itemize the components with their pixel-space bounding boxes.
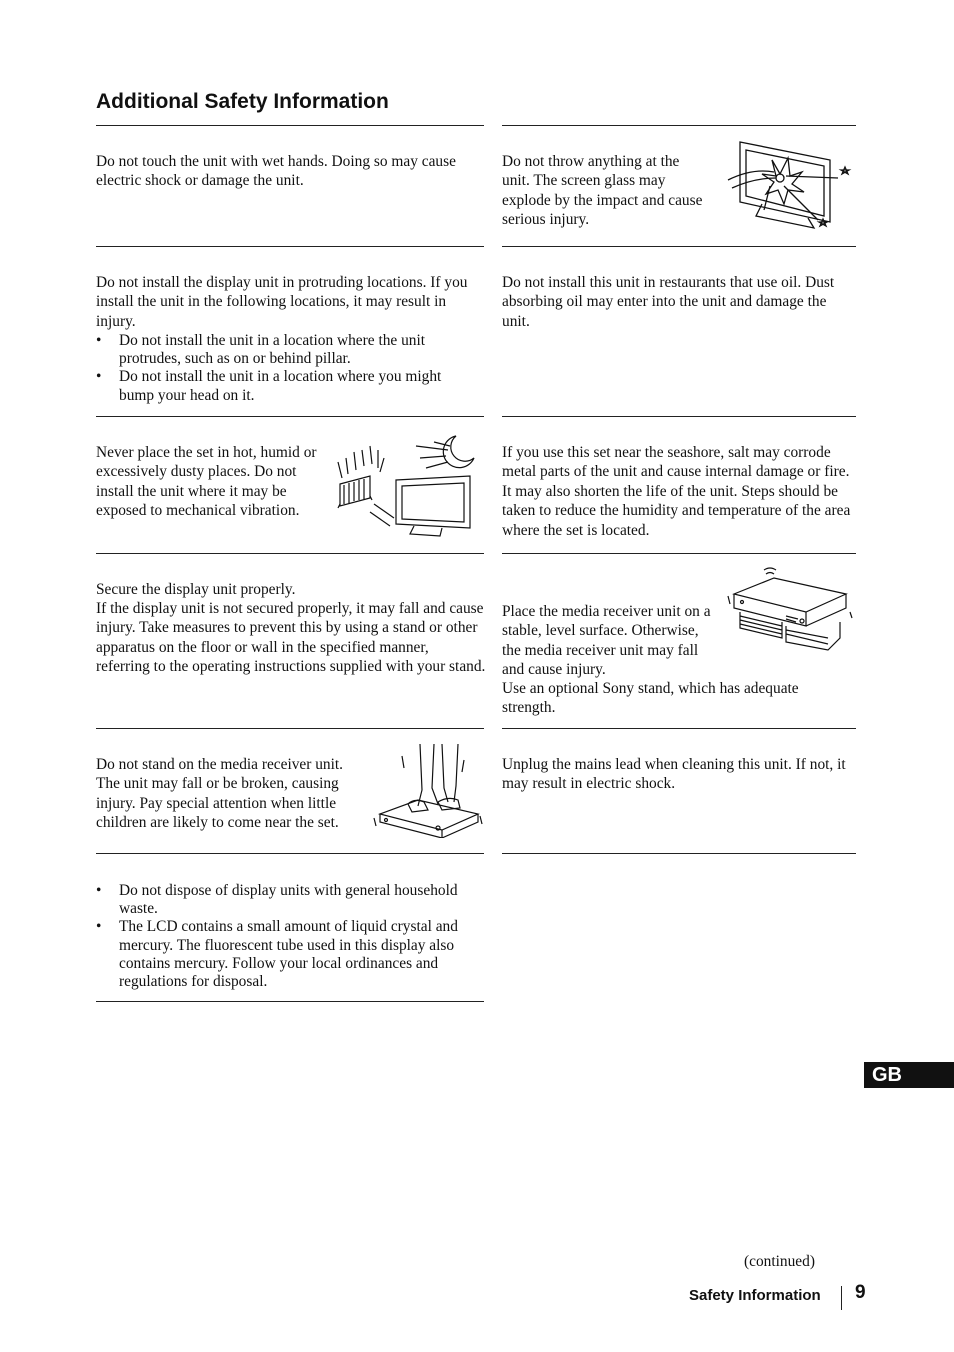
protruding-bullets (96, 332, 480, 405)
heater-sun-tv-icon (334, 428, 484, 540)
divider (96, 853, 484, 854)
divider (502, 553, 856, 554)
divider (96, 125, 484, 126)
continued-label: (continued) (744, 1253, 815, 1270)
secure-warning: If the display unit is not secured properly, it may fall and cause injury. Take measures to prevent this by using a stand or other apparatus on the floor or wall in the specified manner, referring to the operating instructions supplied with your stand. (96, 600, 486, 676)
divider (96, 246, 484, 247)
divider (96, 416, 484, 417)
divider (96, 553, 484, 554)
wet-hands-warning: Do not touch the unit with wet hands. Doing so may cause electric shock or damage the unit. (96, 153, 456, 190)
unplug-warning: Unplug the mains lead when cleaning this unit. If not, it may result in electric shock. (502, 756, 846, 793)
stand-on-warning: Do not stand on the media receiver unit. The unit may fall or be broken, causing injury. Pay special attention when little children are likely to come near the set. (96, 756, 344, 832)
divider (502, 728, 856, 729)
footer-section: Safety Information (689, 1287, 821, 1304)
divider (502, 853, 856, 854)
footer-divider (841, 1286, 842, 1310)
throw-warning: Do not throw anything at the unit. The screen glass may explode by the impact and cause serious injury. (502, 153, 703, 229)
divider (96, 1001, 484, 1002)
hot-humid-warning: Never place the set in hot, humid or excessively dusty places. Do not install the unit where it may be exposed to mechanical vibration. (96, 444, 317, 520)
protruding-warning: Do not install the display unit in protruding locations. If you install the unit in the following locations, it may result in injury. (96, 274, 468, 330)
divider (96, 728, 484, 729)
divider (502, 125, 856, 126)
dispose-bullets (96, 882, 484, 991)
oil-warning: Do not install this unit in restaurants that use oil. Dust absorbing oil may enter into the unit and damage the unit. (502, 274, 835, 330)
receiver-place-warning: Place the media receiver unit on a stable, level surface. Otherwise, the media receiver unit may fall and cause injury. (502, 603, 711, 679)
receiver-stand-note: Use an optional Sony stand, which has adequate strength. (502, 680, 799, 717)
secure-heading: Secure the display unit properly. (96, 581, 296, 598)
list-item: • Do not install the unit in a location where you might bump your head on it. (96, 368, 480, 404)
divider (502, 246, 856, 247)
language-tab: GB (864, 1062, 954, 1088)
page-title: Additional Safety Information (96, 90, 389, 113)
page-number: 9 (855, 1282, 866, 1303)
list-item: • Do not dispose of display units with general household waste. (96, 882, 484, 918)
divider (502, 416, 856, 417)
feet-on-receiver-icon (372, 742, 484, 838)
list-item: • Do not install the unit in a location where the unit protrudes, such as on or behind pillar. (96, 332, 480, 368)
receiver-on-stand-icon (724, 566, 856, 652)
tv-impact-icon (722, 138, 856, 238)
seashore-warning: If you use this set near the seashore, salt may corrode metal parts of the unit and cause internal damage or fire. It may also shorten the life of the unit. Steps should be taken to reduce the humidity and temperature of the area where the set is located. (502, 444, 851, 539)
list-item: • The LCD contains a small amount of liquid crystal and mercury. The fluorescent tube used in this display also contains mercury. Follow your local ordinances and regulations for disposal. (96, 918, 484, 991)
